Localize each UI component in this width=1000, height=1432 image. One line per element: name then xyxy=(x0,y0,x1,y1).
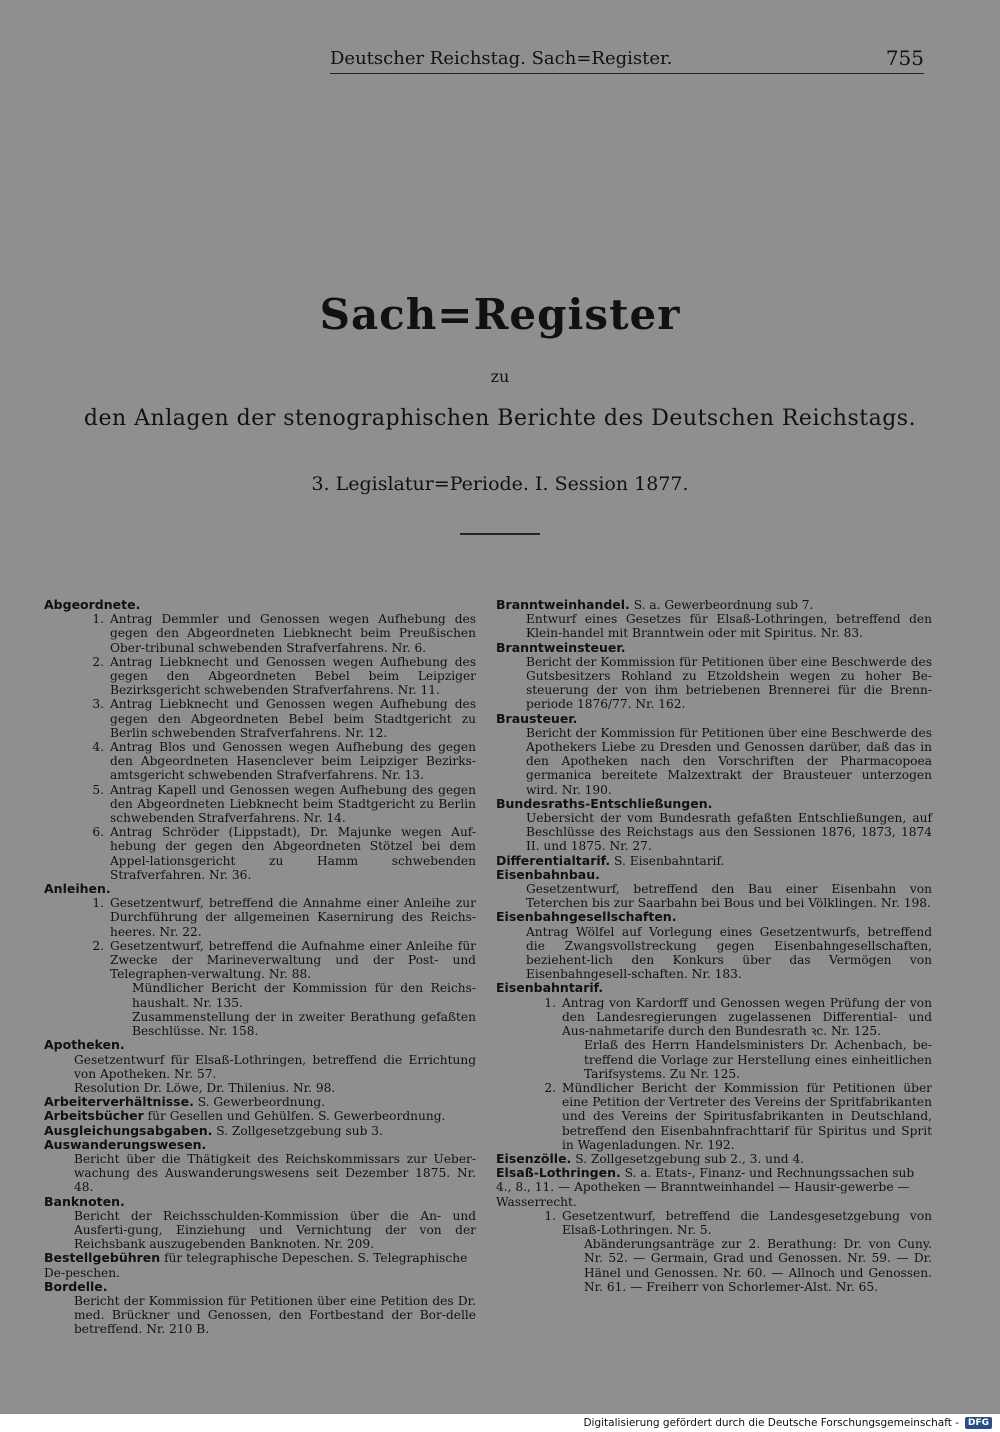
title-zu: zu xyxy=(490,367,510,386)
item-number: 2. xyxy=(544,1080,556,1095)
entry-reference: S. Gewerbeordnung. xyxy=(197,1095,326,1110)
item-text: Antrag Liebknecht und Genossen wegen Aufhebung des gegen den Abgeordneten Bebel beim Leipziger Bezirksgericht schwebenden Strafverfahrens. Nr. 11. xyxy=(110,654,476,698)
entry-heading: Eisenbahntarif. xyxy=(496,980,604,996)
item-number: 4. xyxy=(92,740,104,755)
list-item xyxy=(44,939,476,982)
running-head-title: Deutscher Reichstag. Sach=Register. xyxy=(330,48,673,69)
entry-abgeordnete xyxy=(44,598,476,882)
entry-line: Antrag Wölfel auf Vorlegung eines Gesetzentwurfs, betreffend die Zwangsvollstreckung gegen Eisenbahngesellschaften, beziehent-lich den Konkurs über das Vermögen von Eisenbahngesell-schaften. Nr. 183. xyxy=(526,924,932,982)
list-item xyxy=(44,896,476,939)
list-item xyxy=(44,697,476,740)
list-item xyxy=(44,740,476,783)
item-number: 1. xyxy=(544,995,556,1010)
list-item xyxy=(44,825,476,882)
entry-heading: Bundesraths-Entschließungen. xyxy=(496,795,713,811)
item-text: Mündlicher Bericht der Kommission für Petitionen über eine Petition der Vertreter des Vereins der Spritfabrikanten und des Vereins der Spiritusfabrikanten in Deutschland, betreffend den Eisenbahnfrachttarif für Spiritus und Sprit in Wagenladungen. Nr. 192. xyxy=(562,1080,932,1152)
item-text: Gesetzentwurf, betreffend die Aufnahme einer Anleihe für Zwecke der Marineverwaltung und der Post- und Telegraphen-verwaltung. Nr. 88. xyxy=(110,938,476,982)
item-number: 1. xyxy=(92,612,104,627)
right-column xyxy=(496,598,932,1294)
entry-line: Entwurf eines Gesetzes für Elsaß-Lothringen, betreffend den Klein-handel mit Branntwein oder mit Spiritus. Nr. 83. xyxy=(526,612,932,641)
entry-reference: S. Zollgesetzgebung sub 2., 3. und 4. xyxy=(575,1151,805,1166)
entry-auswanderungswesen xyxy=(44,1138,476,1195)
item-text: Antrag Demmler und Genossen wegen Aufhebung des gegen den Abgeordneten Liebknecht beim Preußischen Ober-tribunal schwebenden Strafverfahrens. Nr. 6. xyxy=(110,612,476,655)
item-number: 6. xyxy=(92,825,104,840)
entry-reference: S. a. Gewerbeordnung sub 7. xyxy=(633,598,814,612)
entry-eisenbahntarif xyxy=(496,981,932,1151)
entry-bundesrath xyxy=(496,797,932,854)
main-title: Sach=Register xyxy=(319,290,681,339)
entry-heading: Banknoten. xyxy=(44,1193,125,1209)
entry-branntweinhandel xyxy=(496,598,932,641)
entry-heading: Branntweinsteuer. xyxy=(496,639,626,655)
entry-heading: Bordelle. xyxy=(44,1278,108,1294)
entry-anleihen xyxy=(44,882,476,1038)
entry-reference: für Gesellen und Gehülfen. S. Gewerbeordnung. xyxy=(147,1109,446,1124)
entry-heading: Brausteuer. xyxy=(496,710,578,726)
entry-line: Bericht der Kommission für Petitionen über eine Petition des Dr. med. Brückner und Genossen, den Fortbestand der Bor-delle betreffend. Nr. 210 B. xyxy=(74,1293,476,1337)
item-number: 1. xyxy=(92,896,104,911)
entry-heading: Eisenbahngesellschaften. xyxy=(496,909,677,925)
item-text: Antrag Schröder (Lippstadt), Dr. Majunke wegen Auf-hebung der gegen den Abgeordneten Stötzel bei dem Appel-lationsgericht zu Hamm schwebenden Strafverfahren. Nr. 36. xyxy=(110,825,476,882)
entry-heading: Bestellgebühren xyxy=(44,1250,161,1266)
entry-apotheken xyxy=(44,1038,476,1095)
list-item xyxy=(496,1081,932,1152)
entry-bordelle xyxy=(44,1280,476,1337)
entry-heading: Eisenbahnbau. xyxy=(496,866,600,882)
list-item xyxy=(44,655,476,698)
item-text: Antrag von Kardorff und Genossen wegen Prüfung der von den Landesregierungen zugelassenen Differential- und Aus-nahmetarife durch den Bundesrath ꝛc. Nr. 125. xyxy=(562,995,932,1039)
entry-eisenbahnbau xyxy=(496,868,932,911)
entry-heading: Abgeordnete. xyxy=(44,597,141,612)
entry-bestellgebuehren xyxy=(44,1251,476,1279)
entry-banknoten xyxy=(44,1195,476,1252)
entry-reference: S. Eisenbahntarif. xyxy=(614,853,725,868)
entry-line: Bericht der Kommission für Petitionen über eine Beschwerde des Apothekers Liebe zu Dresden und Genossen darüber, daß das in den Apotheken nach den Vorschriften der Pharmacopoea germanica bereitete Malzextrakt der Brausteuer unterzogen wird. Nr. 190. xyxy=(526,725,932,797)
entry-branntweinsteuer xyxy=(496,641,932,712)
sub-item: Zusammenstellung der in zweiter Berathung gefaßten Beschlüsse. Nr. 158. xyxy=(132,1009,476,1039)
entry-eisenzoelle xyxy=(496,1152,932,1166)
page-number: 755 xyxy=(885,46,924,70)
list-item xyxy=(44,612,476,655)
entry-line: Gesetzentwurf, betreffend den Bau einer Eisenbahn von Teterchen bis zur Saarbahn bei Bous und bei Völklingen. Nr. 198. xyxy=(526,882,932,911)
list-item xyxy=(496,996,932,1039)
entry-heading: Branntweinhandel. xyxy=(496,597,630,612)
header-rule xyxy=(330,73,924,74)
subtitle: den Anlagen der stenographischen Berichte des Deutschen Reichstags. xyxy=(83,406,917,431)
entry-heading: Arbeitsbücher xyxy=(44,1108,144,1124)
entry-reference: für telegraphische Depeschen. S. Telegraphische De-peschen. xyxy=(44,1251,468,1280)
item-number: 1. xyxy=(544,1208,556,1223)
entry-brausteuer xyxy=(496,712,932,797)
item-number: 5. xyxy=(92,782,104,797)
entry-heading: Arbeiterverhältnisse. xyxy=(44,1094,194,1110)
title-block xyxy=(0,290,1000,535)
entry-ausgleichungsabgaben xyxy=(44,1124,476,1138)
entry-line: Bericht der Kommission für Petitionen über eine Beschwerde des Gutsbesitzers Rohland zu Etzoldshein wegen zu hoher Be-steuerung der von ihm betriebenen Brennerei für die Brenn-periode 1876/77. Nr. 162. xyxy=(526,654,932,712)
entry-line: Resolution Dr. Löwe, Dr. Thilenius. Nr. 98. xyxy=(74,1080,336,1095)
list-item xyxy=(44,783,476,826)
entry-heading: Apotheken. xyxy=(44,1037,125,1053)
sub-item: Abänderungsanträge zur 2. Berathung: Dr. von Cuny. Nr. 52. — Germain, Grad und Genossen. Nr. 59. — Dr. Hänel und Genossen. Nr. 60. — Allnoch und Genossen. Nr. 61. — Freiherr von Schorlemer-Alst. Nr. 65. xyxy=(584,1237,932,1294)
entry-arbeitsbuecher xyxy=(44,1109,476,1123)
entry-line: Bericht über die Thätigkeit des Reichskommissars zur Ueber-wachung des Auswanderungswesens seit Dezember 1875. Nr. 48. xyxy=(74,1151,476,1195)
entry-heading: Ausgleichungsabgaben. xyxy=(44,1122,213,1138)
entry-reference: S. a. Etats-, Finanz- und Rechnungssachen sub 4., 8., 11. — Apotheken — Branntweinhandel — Hausir-gewerbe — Wasserrecht. xyxy=(496,1166,915,1209)
running-head xyxy=(0,48,1000,72)
item-number: 2. xyxy=(92,938,104,953)
item-text: Antrag Liebknecht und Genossen wegen Aufhebung des gegen den Abgeordneten Bebel beim Stadtgericht zu Berlin schwebenden Strafverfahrens. Nr. 12. xyxy=(110,697,476,740)
item-number: 2. xyxy=(92,654,104,669)
entry-heading: Auswanderungswesen. xyxy=(44,1136,207,1152)
entry-line: Gesetzentwurf für Elsaß-Lothringen, betreffend die Errichtung von Apotheken. Nr. 57. xyxy=(74,1052,476,1081)
list-item xyxy=(496,1209,932,1237)
entry-arbeiterverhaeltnisse xyxy=(44,1095,476,1109)
item-number: 3. xyxy=(92,697,104,712)
entry-line: Bericht der Reichsschulden-Kommission über die An- und Ausferti-gung, Einziehung und Vernichtung der von der Reichsbank auszugebenden Banknoten. Nr. 209. xyxy=(74,1208,476,1252)
item-text: Gesetzentwurf, betreffend die Landesgesetzgebung von Elsaß-Lothringen. Nr. 5. xyxy=(562,1208,932,1237)
item-text: Antrag Blos und Genossen wegen Aufhebung des gegen den Abgeordneten Hasenclever beim Leipziger Bezirks-amtsgericht schwebenden Strafverfahrens. Nr. 13. xyxy=(110,740,476,783)
digitization-footer xyxy=(583,1414,992,1432)
entry-heading: Anleihen. xyxy=(44,881,111,897)
entry-eisenbahngesellschaften xyxy=(496,910,932,981)
entry-differentialtarif xyxy=(496,854,932,868)
item-text: Gesetzentwurf, betreffend die Annahme einer Anleihe zur Durchführung der allgemeinen Kasernirung des Reichs-heeres. Nr. 22. xyxy=(110,896,476,939)
entry-heading: Eisenzölle. xyxy=(496,1150,572,1166)
entry-line: Uebersicht der vom Bundesrath gefaßten Entschließungen, auf Beschlüsse des Reichstags aus den Sessionen 1876, 1873, 1874 II. und 1875. Nr. 27. xyxy=(526,811,932,854)
title-divider xyxy=(460,533,540,535)
entry-reference: S. Zollgesetzgebung sub 3. xyxy=(216,1123,383,1138)
entry-elsass-lothringen xyxy=(496,1166,932,1294)
item-text: Antrag Kapell und Genossen wegen Aufhebung des gegen den Abgeordneten Liebknecht beim Stadtgericht zu Berlin schwebenden Strafverfahrens. Nr. 14. xyxy=(110,782,476,826)
sub-item: Mündlicher Bericht der Kommission für den Reichs-haushalt. Nr. 135. xyxy=(132,981,476,1010)
sub-item: Erlaß des Herrn Handelsministers Dr. Achenbach, be-treffend die Vorlage zur Herstellung eines einheitlichen Tarifsystems. Zu Nr. 125. xyxy=(584,1038,932,1081)
dfg-logo: DFG xyxy=(965,1417,992,1429)
footer-text: Digitalisierung gefördert durch die Deutsche Forschungsgemeinschaft - xyxy=(583,1417,959,1429)
entry-heading: Elsaß-Lothringen. xyxy=(496,1165,621,1181)
entry-heading: Differentialtarif. xyxy=(496,852,611,868)
session-line: 3. Legislatur=Periode. I. Session 1877. xyxy=(311,473,689,495)
left-column xyxy=(44,598,476,1337)
